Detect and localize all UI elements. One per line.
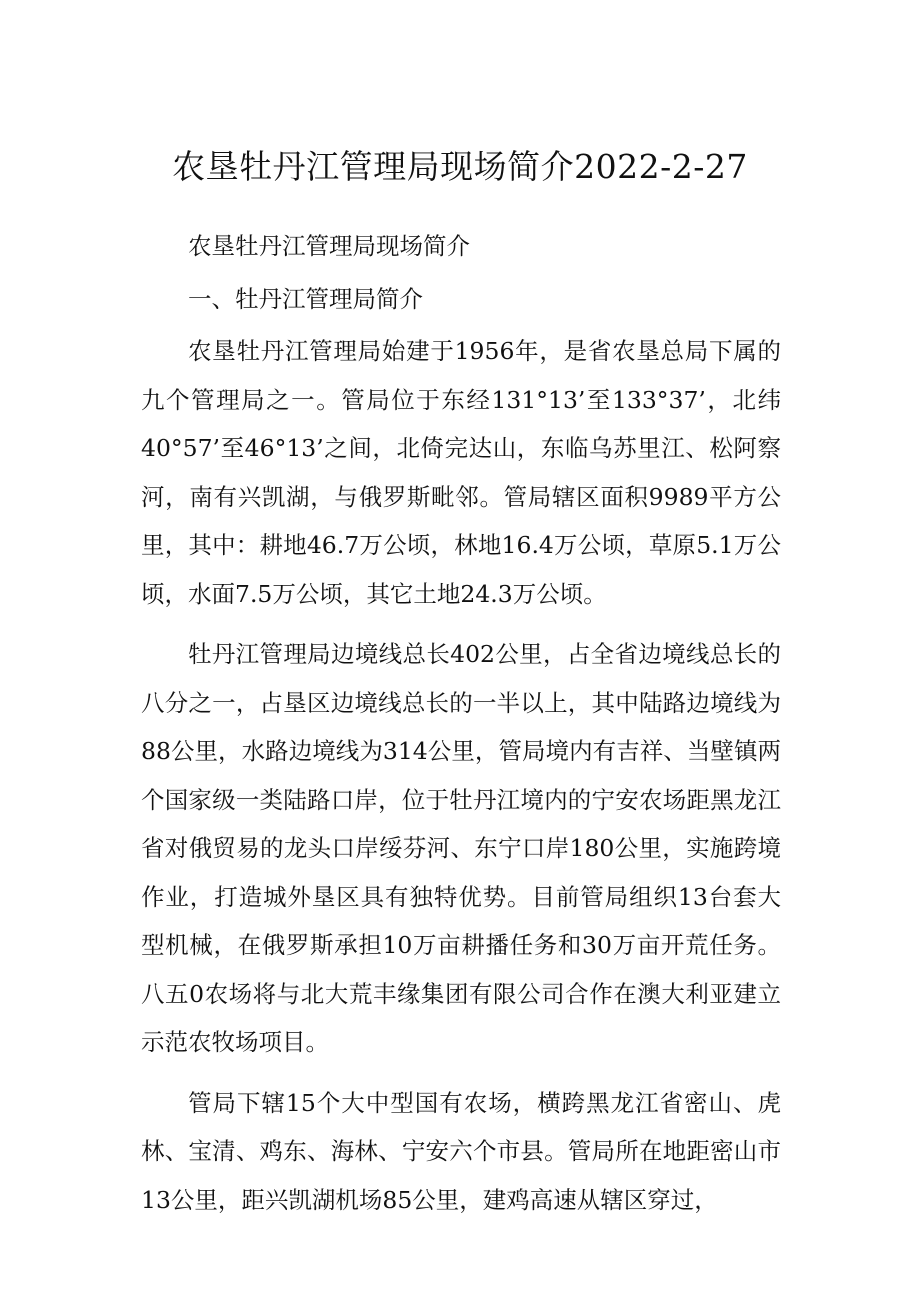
document-subtitle: 农垦牡丹江管理局现场简介 <box>188 232 470 260</box>
section-heading: 一、牡丹江管理局简介 <box>188 284 423 313</box>
document-title: 农垦牡丹江管理局现场简介2022-2-27 <box>172 147 748 186</box>
paragraph-overview: 农垦牡丹江管理局始建于1956年，是省农垦总局下属的九个管理局之一。管局位于东经131°13’至133°37’，北纬40°57’至46°13’之间，北倚完达山，东临乌苏里江、松阿察河，南有兴凯湖，与俄罗斯毗邻。管局辖区面积9989平方公里，其中：耕地46.7万公顷，林地16.4万公顷，草原5.1万公顷，水面7.5万公顷，其它土地24.3万公顷。 <box>141 337 781 608</box>
document-body <box>141 222 781 1236</box>
paragraph-border: 牡丹江管理局边境线总长402公里，占全省边境线总长的八分之一，占垦区边境线总长的一半以上，其中陆路边境线为88公里，水路边境线为314公里，管局境内有吉祥、当壁镇两个国家级一类陆路口岸，位于牡丹江境内的宁安农场距黑龙江省对俄贸易的龙头口岸绥芬河、东宁口岸180公里，实施跨境作业，打造城外垦区具有独特优势。目前管局组织13台套大型机械，在俄罗斯承担10万亩耕播任务和30万亩开荒任务。八五0农场将与北大荒丰缘集团有限公司合作在澳大利亚建立示范农牧场项目。 <box>141 640 781 1056</box>
paragraph-farms: 管局下辖15个大中型国有农场，横跨黑龙江省密山、虎林、宝清、鸡东、海林、宁安六个市县。管局所在地距密山市13公里，距兴凯湖机场85公里，建鸡高速从辖区穿过， <box>141 1088 781 1214</box>
